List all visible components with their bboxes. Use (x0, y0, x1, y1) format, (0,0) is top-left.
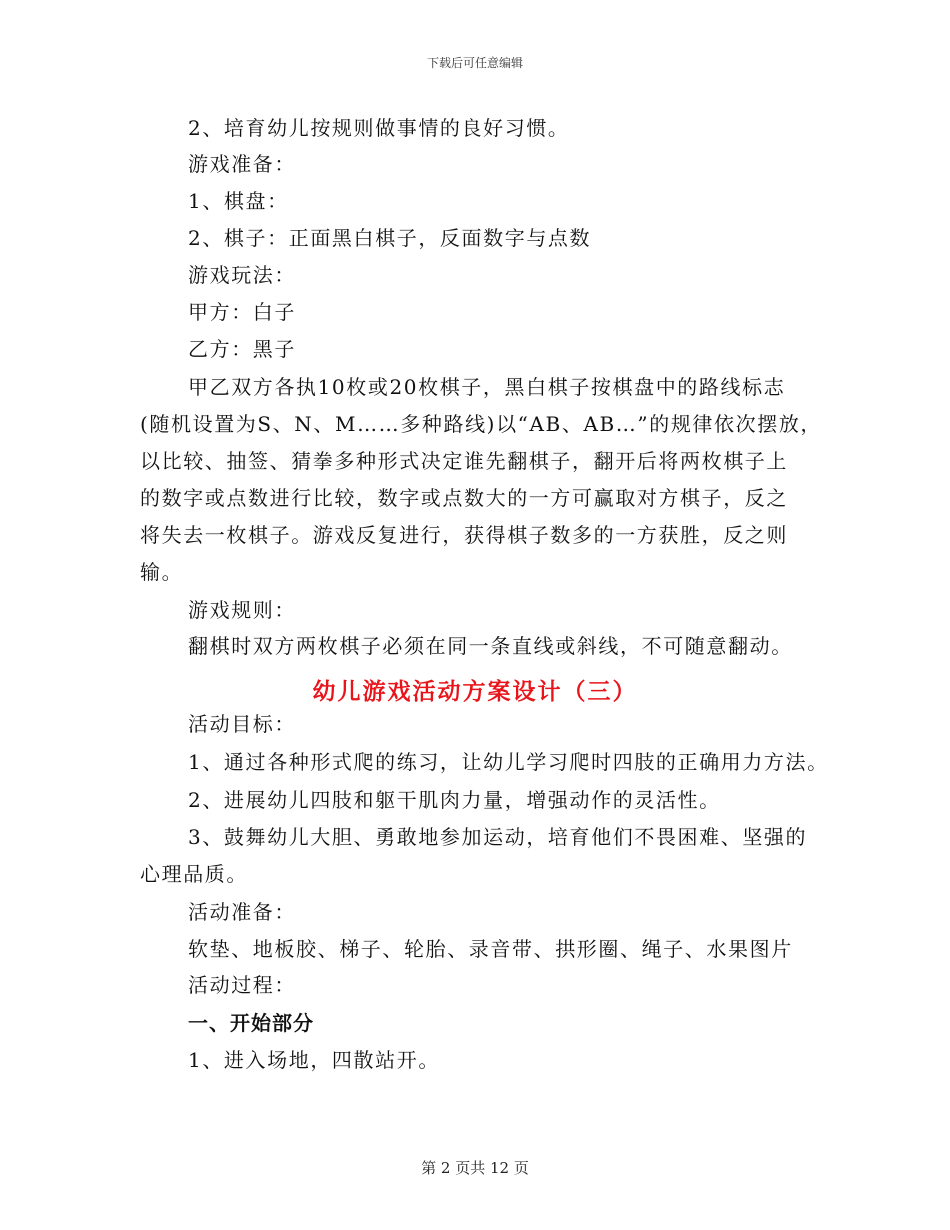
goal-label: 活动目标： (188, 712, 296, 736)
paragraph-line: 将失去一枚棋子。游戏反复进行，获得棋子数多的一方获胜，反之则 (140, 523, 788, 547)
text-line: 2、棋子：正面黑白棋子，反面数字与点数 (188, 226, 592, 250)
paragraph-line: 甲乙双方各执10枚或20枚棋子，黑白棋子按棋盘中的路线标志 (188, 375, 786, 399)
goal-item: 2、进展幼儿四肢和躯干肌肉力量，增强动作的灵活性。 (188, 788, 721, 812)
paragraph-line: 输。 (140, 560, 184, 584)
goal-item-continued: 心理品质。 (140, 862, 248, 886)
text-line: 游戏准备： (188, 152, 296, 176)
step-item: 1、进入场地，四散站开。 (188, 1048, 440, 1072)
text-line: 乙方：黑子 (188, 337, 296, 361)
text-line: 游戏玩法： (188, 263, 296, 287)
text-line: 2、培育幼儿按规则做事情的良好习惯。 (188, 116, 570, 140)
paragraph-line: 的数字或点数进行比较，数字或点数大的一方可赢取对方棋子，反之 (140, 486, 788, 510)
process-label: 活动过程： (188, 973, 296, 997)
paragraph-line: 以比较、抽签、猜拳多种形式决定谁先翻棋子，翻开后将两枚棋子上 (140, 449, 788, 473)
text-line: 甲方：白子 (188, 300, 296, 324)
goal-item: 3、鼓舞幼儿大胆、勇敢地参加运动，培育他们不畏困难、坚强的 (188, 825, 808, 849)
page-footer: 第 2 页共 12 页 (421, 1159, 529, 1177)
rules-label: 游戏规则： (188, 598, 296, 622)
paragraph-line: (随机设置为S、N、M……多种路线)以“AB、AB…”的规律依次摆放， (140, 412, 823, 436)
page-header: 下载后可任意编辑 (426, 56, 523, 70)
section-title: 幼儿游戏活动方案设计（三） (312, 679, 638, 705)
goal-item: 1、通过各种形式爬的练习，让幼儿学习爬时四肢的正确用力方法。 (188, 750, 829, 774)
prep-items: 软垫、地板胶、梯子、轮胎、录音带、拱形圈、绳子、水果图片 (188, 937, 793, 961)
rules-text: 翻棋时双方两枚棋子必须在同一条直线或斜线，不可随意翻动。 (188, 634, 793, 658)
text-line: 1、棋盘： (188, 189, 289, 213)
prep-label: 活动准备： (188, 900, 296, 924)
part1-heading: 一、开始部分 (188, 1011, 314, 1035)
